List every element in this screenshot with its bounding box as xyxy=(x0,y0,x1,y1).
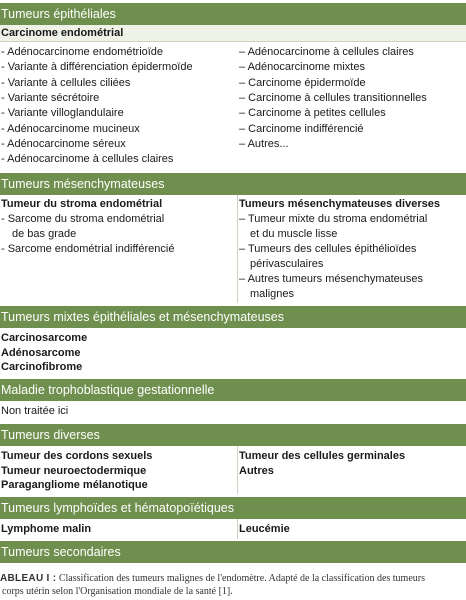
list-item: - Adénocarcinome endométrioïde xyxy=(1,46,164,58)
list-item: - Adénocarcinome à cellules claires xyxy=(1,153,174,166)
list-item: périvasculaires xyxy=(250,258,324,270)
list-item: - Sarcome du stroma endométrial xyxy=(1,213,165,225)
caption-line1: Classification des tumeurs malignes de l'endomètre. Adapté de la classification des tumeurs xyxy=(58,573,425,584)
section-header-mixtes: Tumeurs mixtes épithéliales et mésenchymateuses xyxy=(0,306,466,328)
list-item: de bas grade xyxy=(12,228,77,240)
list-item: – Adénocarcinome à cellules claires xyxy=(239,46,414,58)
list-item: – Tumeurs des cellules épithélioïdes xyxy=(239,243,417,255)
table-caption xyxy=(0,572,466,598)
trophoblastique-text: Non traitée ici xyxy=(1,405,69,417)
list-item: Tumeur des cellules germinales xyxy=(239,450,406,462)
lymphome-label: Lymphome malin xyxy=(1,523,92,535)
list-item: - Variante sécrétoire xyxy=(1,91,100,104)
list-item: - Adénocarcinome séreux xyxy=(1,137,126,150)
list-item: - Sarcome endométrial indifférencié xyxy=(1,243,175,255)
caption-line2: corps utérin selon l'Organisation mondiale de la santé [1]. xyxy=(2,586,233,597)
list-item: – Carcinome indifférencié xyxy=(239,122,364,135)
section-header-epitheliales: Tumeurs épithéliales xyxy=(0,3,466,25)
list-item: – Autres... xyxy=(239,137,289,150)
list-item: malignes xyxy=(250,288,295,300)
list-item: – Autres tumeurs mésenchymateuses xyxy=(239,273,424,285)
section-header-diverses: Tumeurs diverses xyxy=(0,424,466,446)
subsection-row xyxy=(0,25,466,41)
column-divider xyxy=(237,446,238,494)
list-item: Tumeur des cordons sexuels xyxy=(1,450,153,462)
list-item: Autres xyxy=(239,464,274,477)
list-item: Paragangliome mélanotique xyxy=(1,479,148,491)
section-header-secondaires: Tumeurs secondaires xyxy=(0,541,466,563)
list-item: - Variante à cellules ciliées xyxy=(1,76,131,89)
column-divider xyxy=(237,195,238,303)
divider xyxy=(0,41,466,42)
list-item: - Variante villoglandulaire xyxy=(1,107,124,120)
list-item: – Tumeur mixte du stroma endométrial xyxy=(239,213,428,225)
list-item: et du muscle lisse xyxy=(250,228,338,240)
list-item: Adénosarcome xyxy=(1,346,81,359)
list-item: Carcinosarcome xyxy=(1,332,88,344)
diverses-mesench-heading: Tumeurs mésenchymateuses diverses xyxy=(239,198,440,210)
list-item: – Carcinome à cellules transitionnelles xyxy=(239,91,427,104)
list-item: Carcinofibrome xyxy=(1,361,83,373)
section-header-mesenchymateuses: Tumeurs mésenchymateuses xyxy=(0,173,466,195)
list-item: - Variante à différenciation épidermoïde xyxy=(1,61,193,74)
subsection-title: Carcinome endométrial xyxy=(1,27,124,39)
list-item: – Carcinome épidermoïde xyxy=(239,76,366,89)
caption-label: ABLEAU I : xyxy=(0,573,57,584)
list-item: – Carcinome à petites cellules xyxy=(239,107,386,120)
list-item: - Adénocarcinome mucineux xyxy=(1,122,140,135)
leucemie-label: Leucémie xyxy=(239,523,290,535)
column-divider xyxy=(237,519,238,539)
stroma-heading: Tumeur du stroma endométrial xyxy=(1,198,163,210)
list-item: Tumeur neuroectodermique xyxy=(1,464,147,477)
section-header-lymphoides: Tumeurs lymphoïdes et hématopoïétiques xyxy=(0,497,466,519)
section-header-trophoblastique: Maladie trophoblastique gestationnelle xyxy=(0,379,466,401)
list-item: – Adénocarcinome mixtes xyxy=(239,61,365,74)
